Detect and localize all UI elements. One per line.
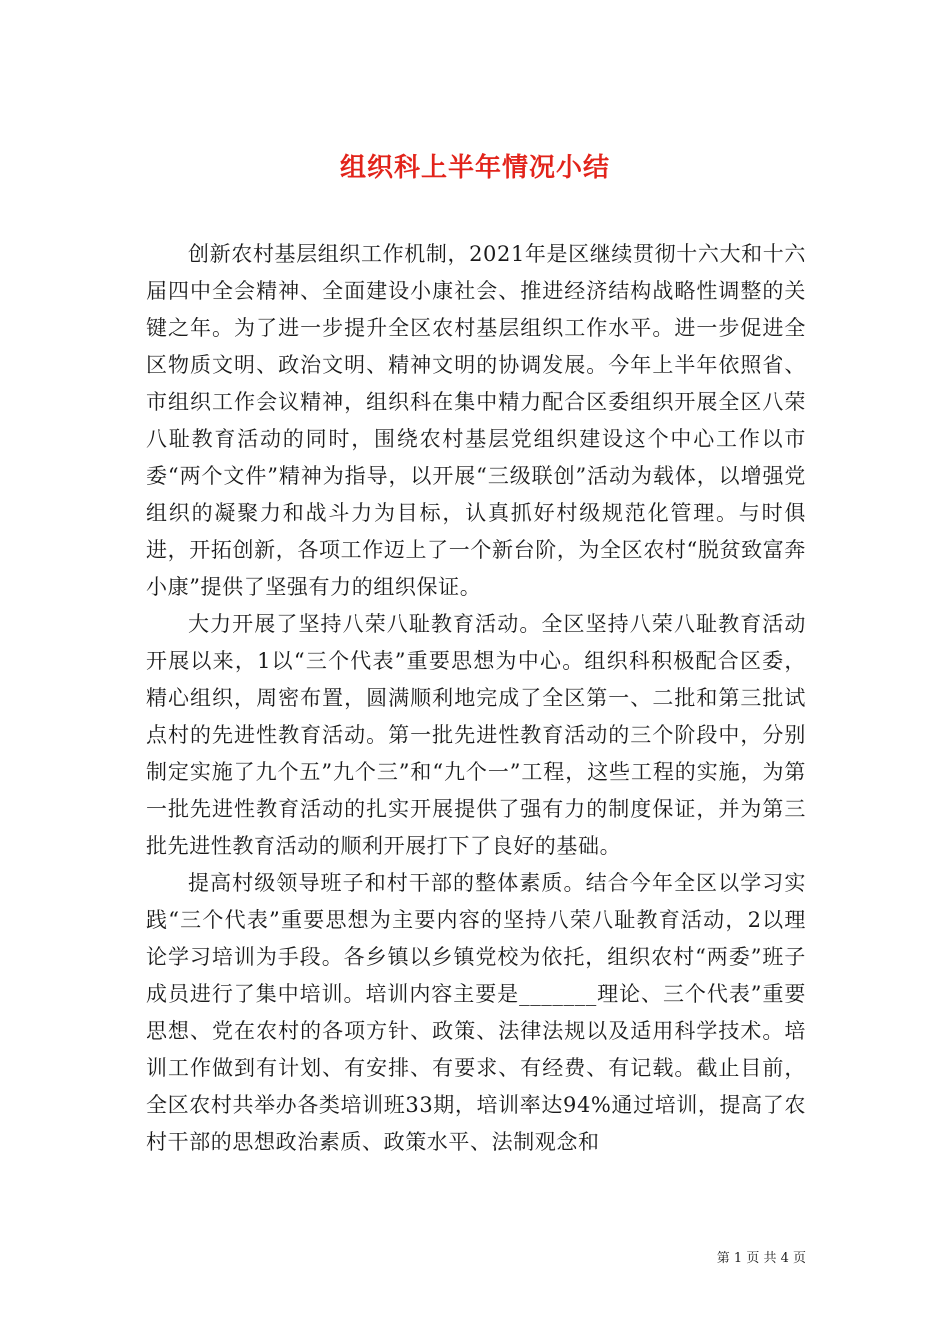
paragraph-intro: 创新农村基层组织工作机制，2021年是区继续贯彻十六大和十六届四中全会精神、全面建设小康社会、推进经济结构战略性调整的关键之年。为了进一步提升全区农村基层组织工作水平。进一步促进全区物质文明、政治文明、精神文明的协调发展。今年上半年依照省、市组织工作会议精神，组织科在集中精力配合区委组织开展全区八荣八耻教育活动的同时，围绕农村基层党组织建设这个中心工作以市委“两个文件”精神为指导，以开展“三级联创”活动为载体，以增强党组织的凝聚力和战斗力为目标，认真抓好村级规范化管理。与时俱进，开拓创新，各项工作迈上了一个新台阶，为全区农村“脱贫致富奔小康”提供了坚强有力的组织保证。	[146, 242, 806, 599]
document-title: 组织科上半年情况小结	[339, 153, 610, 184]
document-body	[146, 236, 806, 1161]
paragraph-education-activity: 大力开展了坚持八荣八耻教育活动。全区坚持八荣八耻教育活动开展以来，1以“三个代表”重要思想为中心。组织科积极配合区委，精心组织，周密布置，圆满顺利地完成了全区第一、二批和第三批试点村的先进性教育活动。第一批先进性教育活动的三个阶段中，分别制定实施了九个五”九个三”和“九个一”工程，这些工程的实施，为第一批先进性教育活动的扎实开展提供了强有力的制度保证，并为第三批先进性教育活动的顺利开展打下了良好的基础。	[146, 612, 806, 858]
paragraph-cadre-quality: 提高村级领导班子和村干部的整体素质。结合今年全区以学习实践“三个代表”重要思想为主要内容的坚持八荣八耻教育活动，2以理论学习培训为手段。各乡镇以乡镇党校为依托，组织农村“两委”班子成员进行了集中培训。培训内容主要是_______理论、三个代表”重要思想、党在农村的各项方针、政策、法律法规以及适用科学技术。培训工作做到有计划、有安排、有要求、有经费、有记载。截止目前，全区农村共举办各类培训班33期，培训率达94%通过培训，提高了农村干部的思想政治素质、政策水平、法制观念和	[146, 871, 806, 1154]
page-number: 第 1 页 共 4 页	[716, 1251, 806, 1266]
